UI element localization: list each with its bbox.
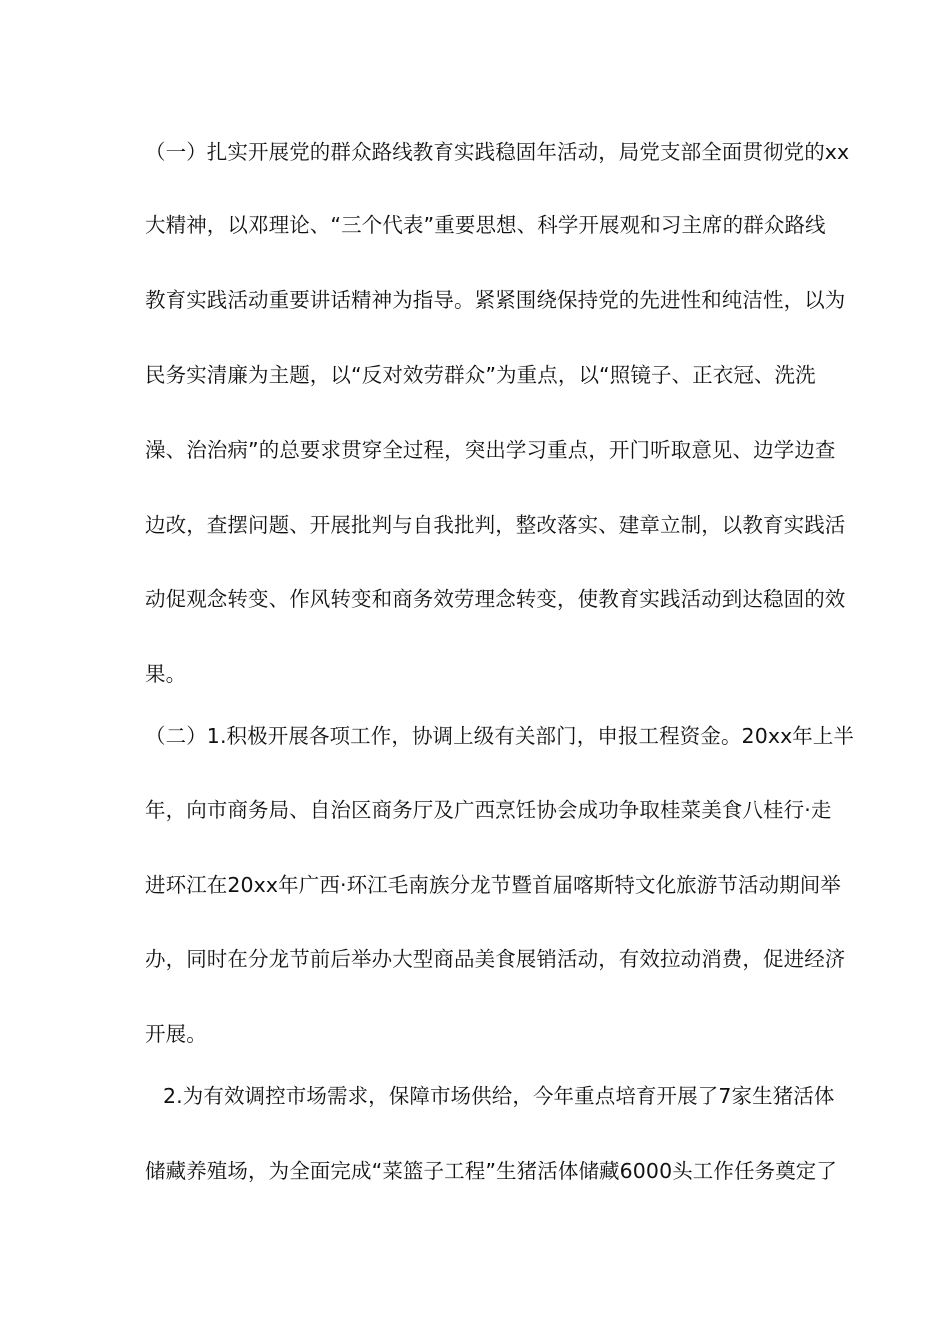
paragraph-line: （二）1.积极开展各项工作，协调上级有关部门，申报工程资金。20xx年上半 <box>145 724 855 748</box>
paragraph-line: 大精神，以邓理论、“三个代表”重要思想、科学开展观和习主席的群众路线 <box>145 213 826 237</box>
paragraph-line: 2.为有效调控市场需求，保障市场供给，今年重点培育开展了7家生猪活体 <box>163 1084 835 1108</box>
paragraph-line: 开展。 <box>145 1022 207 1046</box>
paragraph-line: 民务实清廉为主题，以“反对效劳群众”为重点，以“照镜子、正衣冠、洗洗 <box>145 363 816 387</box>
paragraph-line: 果。 <box>145 662 187 686</box>
paragraph-line: 澡、治治病”的总要求贯穿全过程，突出学习重点，开门听取意见、边学边查 <box>145 438 836 462</box>
paragraph-line: 储藏养殖场，为全面完成“菜篮子工程”生猪活体储藏6000头工作任务奠定了 <box>145 1159 838 1183</box>
paragraph-line: 办，同时在分龙节前后举办大型商品美食展销活动，有效拉动消费，促进经济 <box>145 947 846 971</box>
paragraph-line: 进环江在20xx年广西·环江毛南族分龙节暨首届喀斯特文化旅游节活动期间举 <box>145 873 841 897</box>
paragraph-line: 动促观念转变、作风转变和商务效劳理念转变，使教育实践活动到达稳固的效 <box>145 587 846 611</box>
paragraph-line: 边改，查摆问题、开展批判与自我批判，整改落实、建章立制，以教育实践活 <box>145 513 846 537</box>
paragraph-line: （一）扎实开展党的群众路线教育实践稳固年活动，局党支部全面贯彻党的xx <box>145 140 850 164</box>
paragraph-line: 教育实践活动重要讲话精神为指导。紧紧围绕保持党的先进性和纯洁性，以为 <box>145 288 846 312</box>
paragraph-line: 年，向市商务局、自治区商务厅及广西烹饪协会成功争取桂菜美食八桂行·走 <box>145 798 832 822</box>
